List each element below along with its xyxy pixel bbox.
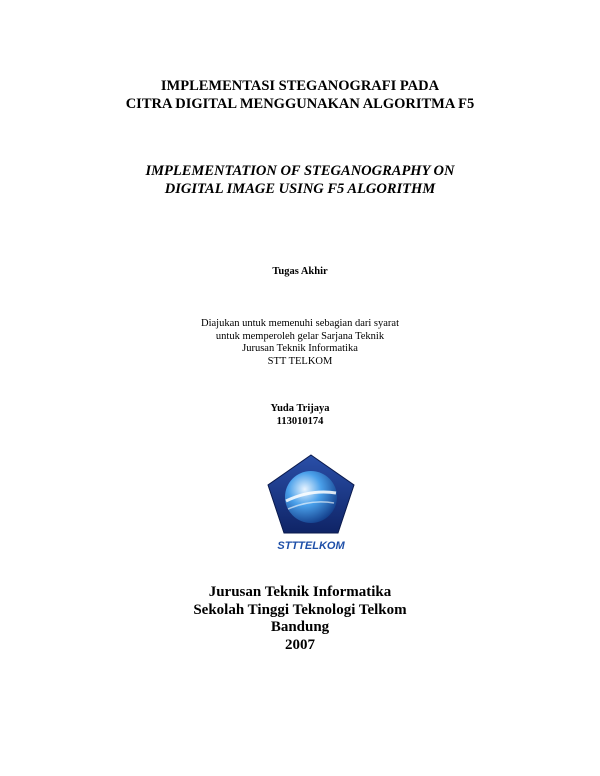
city: Bandung — [270, 619, 330, 635]
purpose-line: Diajukan untuk memenuhi sebagian dari syarat — [201, 318, 399, 329]
purpose-line: STT TELKOM — [267, 355, 333, 367]
stt-telkom-logo-icon — [265, 453, 357, 553]
document-type: Tugas Akhir — [272, 266, 328, 277]
purpose-line: Jurusan Teknik Informatika — [242, 343, 358, 354]
department: Jurusan Teknik Informatika — [208, 584, 392, 600]
purpose-statement — [0, 318, 600, 368]
purpose-line: untuk memperoleh gelar Sarjana Teknik — [215, 330, 385, 342]
institution-block — [0, 584, 600, 654]
title-indonesian — [0, 77, 600, 113]
year: 2007 — [285, 636, 315, 653]
title-english-line: IMPLEMENTATION OF STEGANOGRAPHY ON — [145, 163, 455, 179]
author-name: Yuda Trijaya — [270, 403, 330, 414]
title-indonesian-line: IMPLEMENTASI STEGANOGRAFI PADA — [160, 78, 440, 94]
title-indonesian-line: CITRA DIGITAL MENGGUNAKAN ALGORITMA F5 — [125, 96, 475, 112]
title-english — [0, 162, 600, 198]
title-english-line: DIGITAL IMAGE USING F5 ALGORITHM — [164, 181, 436, 197]
author-block — [0, 402, 600, 428]
student-id: 113010174 — [276, 416, 324, 427]
school-name: Sekolah Tinggi Teknologi Telkom — [193, 601, 407, 618]
logo-text: STTTELKOM — [277, 540, 345, 552]
